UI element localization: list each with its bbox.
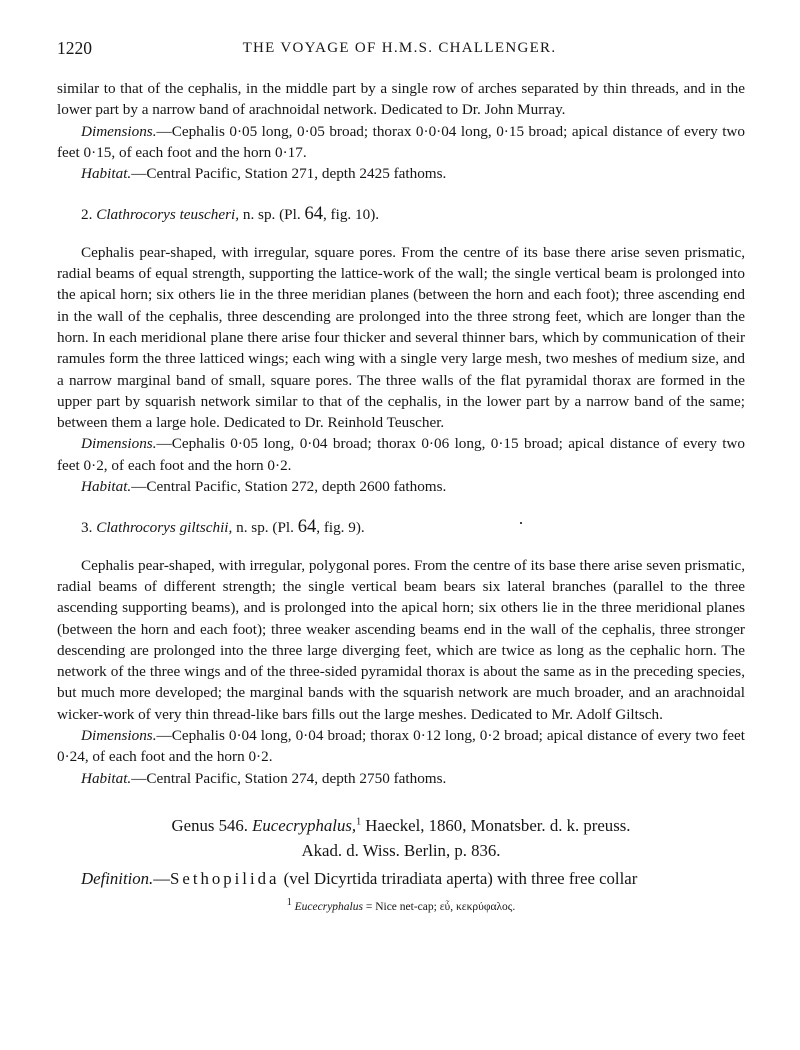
plate-number: 64 [304, 204, 323, 225]
print-speck [520, 522, 522, 524]
family-name: Sethopilida [170, 868, 280, 888]
running-title: THE VOYAGE OF H.M.S. CHALLENGER. [242, 40, 557, 56]
species-habitat [57, 768, 745, 789]
page-number: 1220 [57, 38, 92, 58]
dimensions-label: Dimensions. [81, 435, 157, 453]
habitat-text: —Central Pacific, Station 271, depth 2425 fathoms. [131, 165, 447, 183]
definition-line: Definition.—Sethopilida (vel Dicyrtida triradiata aperta) with three free collar [81, 868, 638, 888]
species-description: Cephalis pear-shaped, with irregular, polygonal pores. From the centre of its base there arise seven prismatic, radial beams of different strength; the single vertical beam bears six lateral branches (parallel to the three ascending supporting beams), and is prolonged into the apical horn; six others lie in the three meridional planes (between the horn and each foot); three weaker ascending beams end in the wall of the cephalis, three stronger descending are prolonged into the three large diverging feet, which are twice as long as the cephalic horn. The network of the three wings and of the three-sided pyramidal thorax is about the same as in the preceding species, but much more developed; the marginal bands with the squarish network are much broader, and an arachnoidal wicker-work of very thin thread-like bars fills out the large meshes. Dedicated to Mr. Adolf Giltsch. [57, 556, 745, 723]
species-dimensions [57, 725, 745, 768]
habitat-text: —Central Pacific, Station 274, depth 2750 fathoms. [131, 769, 447, 787]
habitat-text: —Central Pacific, Station 272, depth 2600 fathoms. [131, 478, 447, 496]
species-heading: 3. Clathrocorys giltschii, n. sp. (Pl. 64, fig. 9). [81, 517, 365, 538]
dimensions-text: —Cephalis 0·04 long, 0·04 broad; thorax 0·12 long, 0·2 broad; apical distance of every two feet 0·24, of each foot and the horn 0·2. [57, 727, 745, 766]
habitat-label: Habitat. [81, 165, 132, 183]
footnote-ref: 1 [356, 816, 362, 828]
species-habitat [57, 476, 745, 497]
species-heading: 2. Clathrocorys teuscheri, n. sp. (Pl. 64, fig. 10). [81, 204, 380, 225]
species-name: Clathrocorys giltschii, [96, 519, 233, 537]
habitat-label: Habitat. [81, 478, 132, 496]
habitat-label: Habitat. [81, 769, 132, 787]
footnote-term: Eucecryphalus [294, 900, 363, 913]
dimensions-label: Dimensions. [81, 122, 157, 140]
species-name: Clathrocorys teuscheri, [96, 206, 240, 224]
footnote: $^1$ Eucecryphalus = Nice net-cap; εὖ, κεκρύφαλος. [286, 897, 516, 913]
genus-heading: Genus 546. Eucecryphalus,$^1$ Haeckel, 1860, Monatsber. d. k. preuss. Akad. d. Wiss. Berlin, p. 836. [171, 815, 631, 860]
running-header [57, 38, 742, 62]
dimensions-text: —Cephalis 0·05 long, 0·04 broad; thorax 0·06 long, 0·15 broad; apical distance of every two feet 0·2, of each foot and the horn 0·2. [57, 435, 745, 474]
intro-paragraph: similar to that of the cephalis, in the middle part by a single row of arches separated by thin threads, and in the lower part by a narrow band of arachnoidal network. Dedicated to Dr. John Murray. [57, 80, 745, 119]
species-description: Cephalis pear-shaped, with irregular, square pores. From the centre of its base there arise seven prismatic, radial beams of equal strength, supporting the lattice-work of the wall; the single vertical beam is prolonged into the apical horn; six others lie in the three meridian planes (between the horn and each foot); three ascending end in the wall of the cephalis, three descending are prolonged into the three strong feet, which are longer than the horn. In each meridional plane there arise four thicker and several thinner bars, which by communication of their ramules form the three latticed wings; each wing with a single very large mesh, two meshes of medium size, and a narrow marginal band of small, square pores. The three walls of the flat pyramidal thorax are formed in the upper part by squarish network similar to that of the cephalis, in the lower part by a narrow band of the same; between them a large hole. Dedicated to Dr. Reinhold Teuscher. [57, 243, 745, 432]
main-text [57, 78, 745, 914]
genus-name: Eucecryphalus, [252, 815, 357, 835]
plate-number: 64 [297, 517, 317, 538]
species-dimensions [57, 433, 745, 476]
definition-label: Definition. [81, 868, 154, 888]
dimensions-text: —Cephalis 0·05 long, 0·05 broad; thorax 0·0·04 long, 0·15 broad; apical distance of every two feet 0·15, of each foot and the horn 0·17. [57, 122, 745, 161]
intro-habitat [57, 163, 745, 184]
dimensions-label: Dimensions. [81, 727, 157, 745]
intro-dimensions [57, 121, 745, 164]
